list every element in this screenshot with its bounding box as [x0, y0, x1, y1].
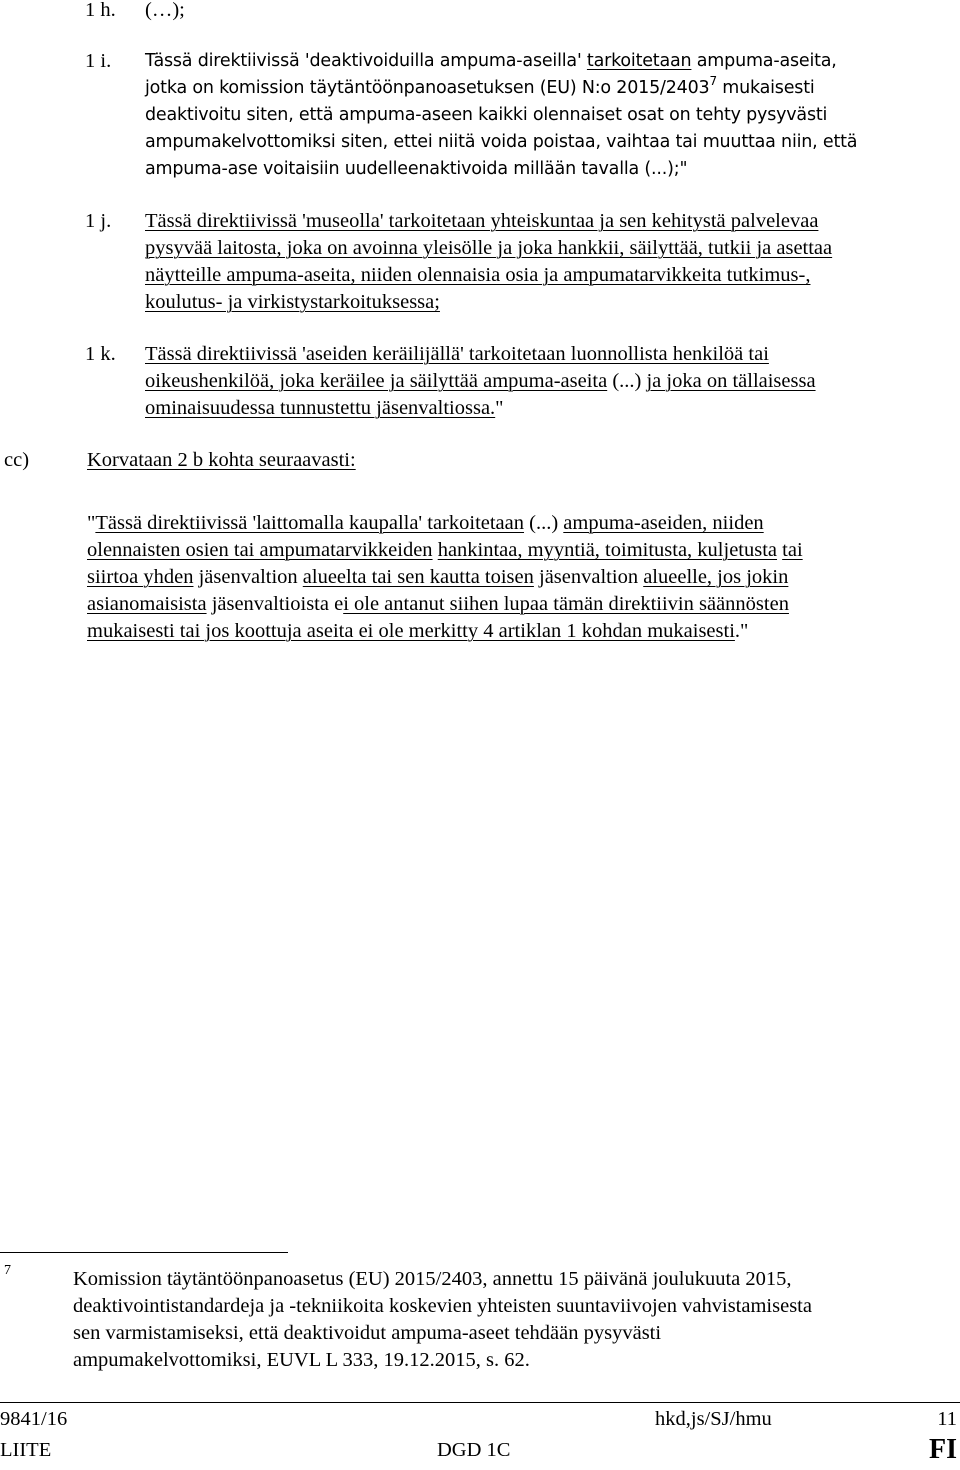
- underlined-run: mukaisesti tai jos koottuja aseita ei ole merkitty 4 artiklan 1 kohdan mukaisesti: [87, 620, 735, 642]
- item-k-label: 1 k.: [85, 343, 116, 365]
- footnote-separator: [0, 1252, 288, 1253]
- underlined-run: tai: [782, 539, 803, 561]
- text-run: .": [734, 620, 749, 642]
- text-run: jäsenvaltion: [533, 566, 644, 588]
- underlined-run: ominaisuudessa tunnustettu jäsenvaltiossa.: [145, 397, 496, 419]
- underlined-run: Tässä direktiivissä 'museolla' tarkoitetaan yhteiskuntaa ja sen kehitystä palvelevaa: [145, 210, 819, 232]
- item-i-line-2: [145, 75, 815, 103]
- text-run: jäsenvaltioista e: [206, 593, 344, 615]
- item-i-line-4: ampumakelvottomiksi siten, ettei niitä voida poistaa, vaihtaa tai muuttaa niin, että: [145, 132, 858, 152]
- footnote-line-1: Komission täytäntöönpanoasetus (EU) 2015/2403, annettu 15 päivänä joulukuuta 2015,: [73, 1268, 792, 1290]
- underlined-run: hankintaa, myyntiä, toimitusta, kuljetusta: [437, 539, 778, 561]
- item-k-line-2: [145, 368, 816, 395]
- underlined-run: alueelle, jos jokin: [643, 566, 789, 588]
- footer-page-number: 11: [937, 1408, 957, 1430]
- item-j-line-3: [145, 262, 810, 289]
- text-run: ": [495, 397, 504, 419]
- text-run: Tässä direktiivissä 'deaktivoiduilla ampuma-aseilla': [145, 51, 587, 71]
- underlined-run: olennaisten osien tai ampumatarvikkeiden: [87, 539, 433, 561]
- text-run: (...): [607, 370, 647, 392]
- footnote-reference[interactable]: 7: [709, 74, 717, 88]
- underlined-run: koulutus- ja virkistystarkoituksessa;: [145, 291, 440, 313]
- text-run: jotka on komission täytäntöönpanoasetuksen (EU) N:o 2015/2403: [145, 78, 710, 98]
- footer-rule: [0, 1402, 960, 1403]
- underlined-run: Tässä direktiivissä 'aseiden keräilijällä' tarkoitetaan luonnollista henkilöä tai: [145, 343, 769, 365]
- underlined-run: alueelta tai sen kautta toisen: [302, 566, 534, 588]
- item-j-line-4: [145, 289, 440, 316]
- footer-annex: LIITE: [0, 1439, 52, 1461]
- footnote-line-3: sen varmistamiseksi, että deaktivoidut ampuma-aseet tehdään pysyvästi: [73, 1322, 662, 1344]
- underlined-run: i ole antanut siihen lupaa tämän direktiivin säännösten: [343, 593, 789, 615]
- text-run: (...): [524, 512, 564, 534]
- underlined-run: tarkoitetaan: [586, 51, 692, 71]
- underlined-run: oikeushenkilöä, joka keräilee ja säilyttää ampuma-aseita: [145, 370, 608, 392]
- item-i-line-1: [145, 48, 837, 75]
- item-i-line-3: deaktivoitu siten, että ampuma-aseen kaikki olennaiset osat on tehty pysyvästi: [145, 105, 828, 125]
- item-i-label: 1 i.: [85, 50, 112, 72]
- item-i-line-5: ampuma-ase voitaisiin uudelleenaktivoida millään tavalla (...);": [145, 159, 688, 179]
- text-run: ": [87, 512, 96, 534]
- item-cc-label: cc): [4, 449, 30, 471]
- item-h-text: (…);: [145, 0, 185, 21]
- item-k-line-1: [145, 341, 769, 368]
- footer-initials: hkd,js/SJ/hmu: [655, 1408, 772, 1430]
- item-cc-line-4: [87, 591, 789, 618]
- footer-language-code: FI: [929, 1434, 957, 1465]
- text-run: mukaisesti: [716, 78, 815, 98]
- item-cc-line-5: [87, 618, 748, 645]
- text-run: jäsenvaltion: [193, 566, 303, 588]
- text-run: ampuma-aseita,: [691, 51, 837, 71]
- underlined-run: Tässä direktiivissä 'laittomalla kaupalla' tarkoitetaan: [95, 512, 525, 534]
- footnote-line-4: ampumakelvottomiksi, EUVL L 333, 19.12.2015, s. 62.: [73, 1349, 530, 1371]
- item-cc-line-3: [87, 564, 788, 591]
- underlined-run: näytteille ampuma-aseita, niiden olennaisia osia ja ampumatarvikkeita tutkimus-,: [145, 264, 811, 286]
- underlined-run: ja joka on tällaisessa: [646, 370, 816, 392]
- footer-doc-number: 9841/16: [0, 1408, 68, 1430]
- footnote-line-2: deaktivointistandardeja ja -tekniikoita koskevien yhteisten suuntaviivojen vahvistamisesta: [73, 1295, 812, 1317]
- item-j-line-1: [145, 208, 818, 235]
- footer-dg: DGD 1C: [437, 1439, 511, 1461]
- item-cc-line-1: [87, 510, 764, 537]
- item-cc-heading: [87, 447, 356, 474]
- underlined-run: ampuma-aseiden, niiden: [563, 512, 764, 534]
- underlined-run: Korvataan 2 b kohta seuraavasti:: [87, 449, 356, 471]
- underlined-run: asianomaisista: [87, 593, 207, 615]
- item-k-line-3: [145, 395, 504, 422]
- item-j-label: 1 j.: [85, 210, 112, 232]
- item-j-line-2: [145, 235, 832, 262]
- footnote-number: 7: [4, 1263, 11, 1278]
- underlined-run: pysyvää laitosta, joka on avoinna yleisölle ja joka hankkii, säilyttää, tutkii ja asettaa: [145, 237, 833, 259]
- underlined-run: siirtoa yhden: [87, 566, 194, 588]
- item-h-label: 1 h.: [85, 0, 116, 21]
- item-cc-line-2: [87, 537, 803, 564]
